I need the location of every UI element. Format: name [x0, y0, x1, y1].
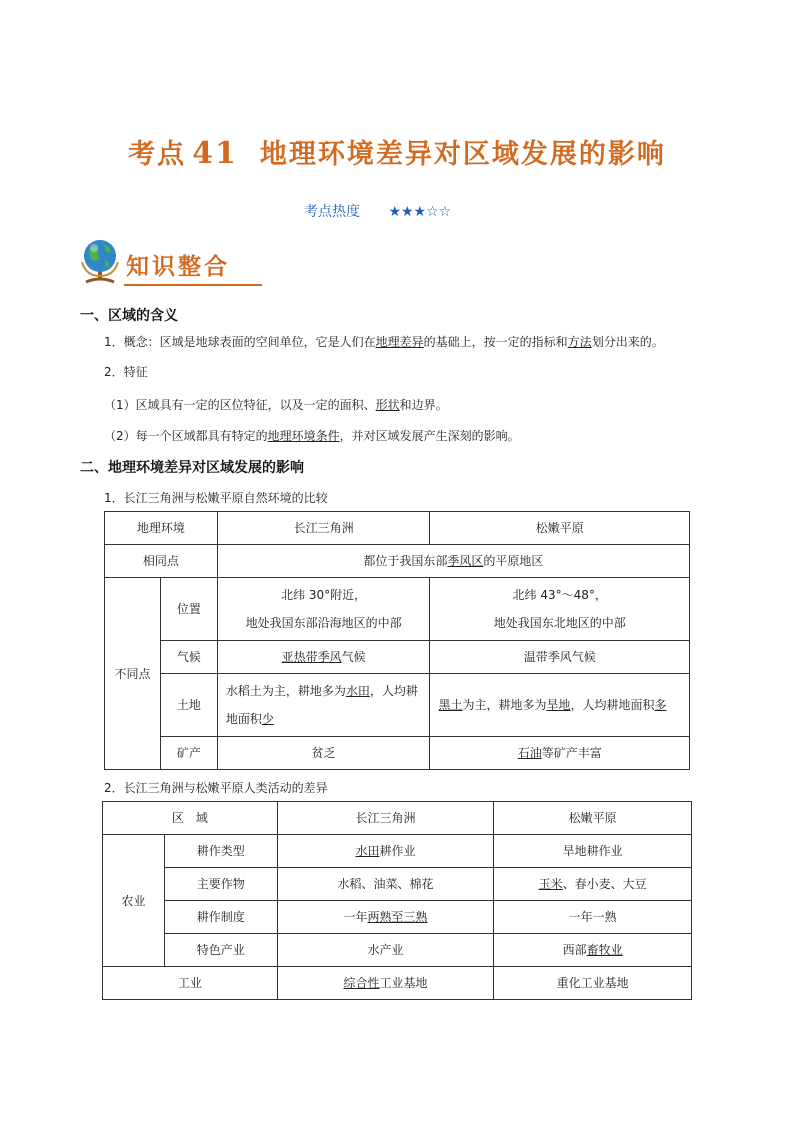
- text: 西部: [562, 943, 587, 957]
- row-group-label: 不同点: [105, 578, 161, 770]
- table-row: [103, 802, 692, 835]
- underlined-term: 多: [654, 698, 667, 712]
- underlined-term: 形状: [375, 398, 400, 412]
- title-prefix: 考点: [128, 139, 187, 170]
- table-cell: [430, 578, 690, 641]
- text: ，人均耕地面积: [570, 698, 655, 712]
- underlined-term: 水田: [355, 844, 380, 858]
- natural-environment-table: [104, 511, 690, 770]
- table-cell: 贫乏: [217, 737, 430, 770]
- underlined-term: 综合性: [343, 976, 380, 990]
- row-label: 主要作物: [164, 868, 277, 901]
- table-1-caption: 1．长江三角洲与松嫩平原自然环境的比较: [104, 491, 328, 505]
- text: 的基础上，按一定的指标和: [423, 335, 568, 349]
- underlined-term: 地理差异: [375, 335, 424, 349]
- underlined-term: 旱地: [546, 698, 571, 712]
- text: 一年: [343, 910, 368, 924]
- table-row: [103, 934, 692, 967]
- text: 气候: [341, 650, 366, 664]
- text: 耕作业: [379, 844, 416, 858]
- underlined-term: 石油: [517, 746, 542, 760]
- text: 地处我国东北地区的中部: [493, 616, 626, 630]
- text: 1．概念：区域是地球表面的空间单位，它是人们在: [104, 335, 376, 349]
- text: 地处我国东部沿海地区的中部: [245, 616, 402, 630]
- row-label: 特色产业: [164, 934, 277, 967]
- exam-heat: [304, 201, 451, 221]
- table-cell: [217, 545, 689, 578]
- text: 为主，耕地多为: [462, 698, 547, 712]
- table-row: [103, 901, 692, 934]
- table-cell: 水稻、油菜、棉花: [277, 868, 494, 901]
- knowledge-banner: [78, 236, 262, 288]
- row-label: 工业: [103, 967, 278, 1000]
- table-row: [105, 674, 690, 737]
- para-feature-2: [104, 427, 520, 444]
- row-label: 相同点: [105, 545, 218, 578]
- text: ，并对区域发展产生深刻的影响。: [339, 429, 520, 443]
- heat-label: 考点热度: [304, 204, 360, 220]
- banner-underline: [124, 284, 262, 286]
- table-cell: 旱地耕作业: [494, 835, 692, 868]
- text: 工业基地: [379, 976, 428, 990]
- table-cell: 温带季风气候: [430, 641, 690, 674]
- row-label: 耕作类型: [164, 835, 277, 868]
- text: 等矿产丰富: [541, 746, 602, 760]
- row-label: 耕作制度: [164, 901, 277, 934]
- underlined-term: 季风区: [447, 554, 484, 568]
- table-cell: [430, 674, 690, 737]
- human-activity-table: [102, 801, 692, 1000]
- table-cell: [217, 578, 430, 641]
- table-row: [103, 868, 692, 901]
- underlined-term: 亚热带季风: [281, 650, 342, 664]
- text: （2）每一个区域都具有特定的: [104, 429, 268, 443]
- underlined-term: 两熟至三熟: [367, 910, 428, 924]
- underlined-term: 黑土: [438, 698, 463, 712]
- header-cell: 地理环境: [105, 512, 218, 545]
- text: 北纬 43°～48°，: [512, 588, 607, 602]
- banner-title: 知识整合: [126, 253, 230, 280]
- table-row: [105, 737, 690, 770]
- table-row: [105, 578, 690, 641]
- row-group-label: 农业: [103, 835, 165, 967]
- table-cell: 一年一熟: [494, 901, 692, 934]
- row-label: 土地: [160, 674, 217, 737]
- underlined-term: 地理环境条件: [267, 429, 340, 443]
- underlined-term: 少: [261, 712, 274, 726]
- globe-icon: [78, 236, 122, 288]
- underlined-term: 玉米: [538, 877, 563, 891]
- table-row: [103, 967, 692, 1000]
- section-2-heading: 二、地理环境差异对区域发展的影响: [80, 460, 304, 476]
- table-row: [105, 512, 690, 545]
- text: 的平原地区: [483, 554, 544, 568]
- table-row: [105, 641, 690, 674]
- table-cell: 重化工业基地: [494, 967, 692, 1000]
- text: 水稻土为主，耕地多为: [225, 684, 346, 698]
- row-label: 矿产: [160, 737, 217, 770]
- text: 和边界。: [399, 398, 448, 412]
- row-label: 位置: [160, 578, 217, 641]
- table-cell: [494, 934, 692, 967]
- table-cell: [217, 674, 430, 737]
- row-label: 气候: [160, 641, 217, 674]
- table-cell: [277, 835, 494, 868]
- header-cell: 松嫩平原: [430, 512, 690, 545]
- title-text: 地理环境差异对区域发展的影响: [259, 139, 666, 170]
- table-row: [105, 545, 690, 578]
- table-cell: 水产业: [277, 934, 494, 967]
- table-cell: [277, 967, 494, 1000]
- table-cell: [277, 901, 494, 934]
- underlined-term: 水田: [345, 684, 370, 698]
- header-cell: 长江三角洲: [217, 512, 430, 545]
- table-cell: [494, 868, 692, 901]
- para-concept: [104, 333, 664, 350]
- text: 北纬 30°附近，: [281, 588, 367, 602]
- title-number: 41: [192, 136, 238, 171]
- text: 划分出来的。: [591, 335, 664, 349]
- underlined-term: 畜牧业: [586, 943, 623, 957]
- para-feature-1: [104, 396, 448, 413]
- heat-stars: ★★★☆☆: [388, 204, 452, 220]
- table-cell: [217, 641, 430, 674]
- text: 都位于我国东部: [363, 554, 448, 568]
- header-cell: 松嫩平原: [494, 802, 692, 835]
- underlined-term: 方法: [567, 335, 592, 349]
- table-2-caption: 2．长江三角洲与松嫩平原人类活动的差异: [104, 781, 328, 795]
- header-cell: 区 域: [103, 802, 278, 835]
- text: 、春小麦、大豆: [562, 877, 647, 891]
- table-cell: [430, 737, 690, 770]
- text: ，人均耕地面积: [225, 684, 418, 726]
- text: （1）区域具有一定的区位特征，以及一定的面积、: [104, 398, 376, 412]
- page-title: [0, 132, 794, 171]
- table-row: [103, 835, 692, 868]
- para-feature: 2．特征: [104, 365, 148, 379]
- section-1-heading: 一、区域的含义: [80, 308, 178, 324]
- header-cell: 长江三角洲: [277, 802, 494, 835]
